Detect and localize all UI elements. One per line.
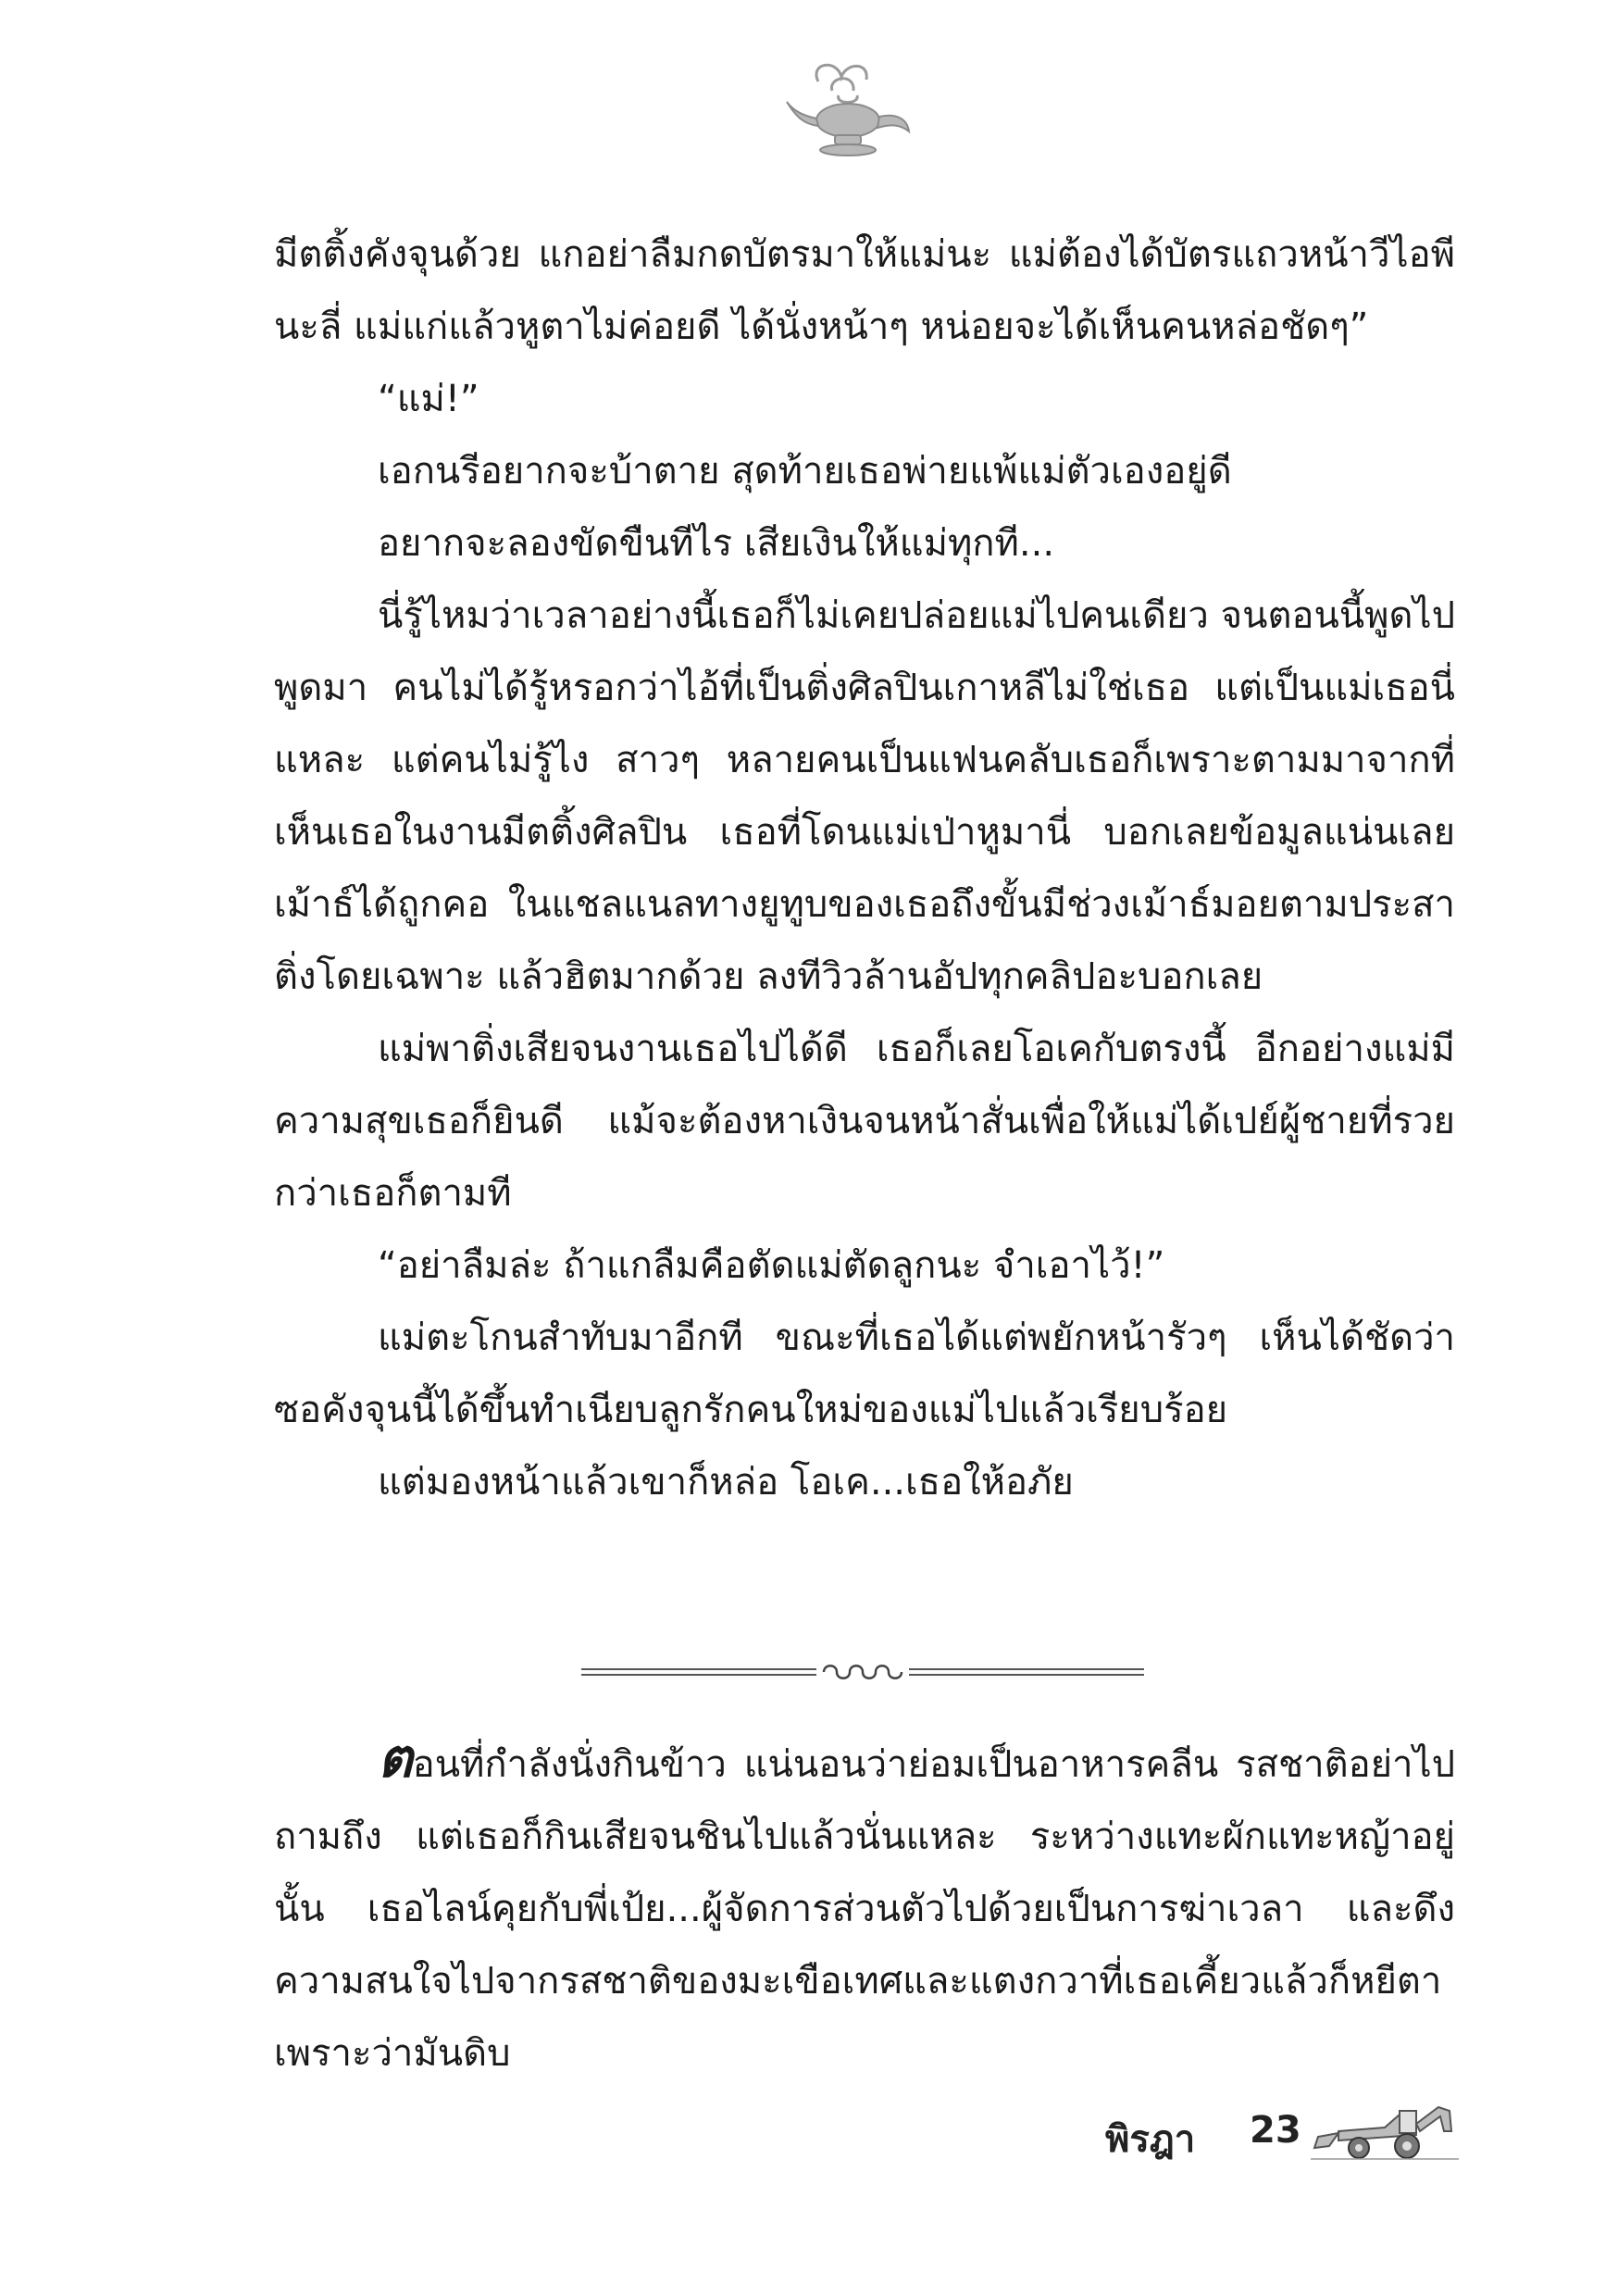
paragraph: เอกนรีอยากจะบ้าตาย สุดท้ายเธอพ่ายแพ้แม่ตัวเองอยู่ดี bbox=[378, 450, 1232, 493]
paragraph: มีตติ้งคังจุนด้วย แกอย่าลืมกดบัตรมาให้แม่นะ แม่ต้องได้บัตรแถวหน้าวีไอพีนะลี่ แม่แก่แล้วหูตาไม่ค่อยดี ได้นั่งหน้าๆ หน่อยจะได้เห็นคนหล่อชัดๆ” bbox=[274, 233, 1455, 348]
page-footer bbox=[1092, 2100, 1462, 2165]
backhoe-icon bbox=[1311, 2100, 1459, 2165]
paragraph-text: อนที่กำลังนั่งกินข้าว แน่นอนว่าย่อมเป็นอาหารคลีน รสชาติอย่าไปถามถึง แต่เธอก็กินเสียจนชินไปแล้วนั่นแหละ ระหว่างแทะผักแทะหญ้าอยู่นั้น เธอไลน์คุยกับพี่เป้ย...ผู้จัดการส่วนตัวไปด้วยเป็นการฆ่าเวลา และดึงความสนใจไปจากรสชาติของมะเขือเทศและแตงกวาที่เธอเคี้ยวแล้วก็หยีตาเพราะว่ามันดิบ bbox=[274, 1743, 1455, 2075]
paragraph: “อย่าลืมล่ะ ถ้าแกลืมคือตัดแม่ตัดลูกนะ จำเอาไว้!” bbox=[378, 1244, 1165, 1287]
paragraph: “แม่!” bbox=[378, 378, 479, 420]
section-two bbox=[274, 1722, 1455, 2090]
scroll-divider bbox=[581, 1658, 1144, 1686]
paragraph: แม่ตะโกนสำทับมาอีกที ขณะที่เธอได้แต่พยักหน้ารัวๆ เห็นได้ชัดว่าซอคังจุนนี้ได้ขึ้นทำเนียบลูกรักคนใหม่ของแม่ไปแล้วเรียบร้อย bbox=[274, 1316, 1455, 1431]
paragraph: แม่พาติ่งเสียจนงานเธอไปได้ดี เธอก็เลยโอเคกับตรงนี้ อีกอย่างแม่มีความสุขเธอก็ยินดี แม้จะต้องหาเงินจนหน้าสั่นเพื่อให้แม่ได้เปย์ผู้ชายที่รวยกว่าเธอก็ตามที bbox=[274, 1028, 1455, 1215]
body-text bbox=[274, 218, 1455, 1518]
paragraph: แต่มองหน้าแล้วเขาก็หล่อ โอเค...เธอให้อภัย bbox=[378, 1461, 1074, 1504]
drop-cap: ต bbox=[378, 1727, 413, 1790]
paragraph: อยากจะลองขัดขืนทีไร เสียเงินให้แม่ทุกที... bbox=[378, 522, 1055, 565]
author-name: พิรฎา bbox=[1105, 2118, 1196, 2161]
paragraph: นี่รู้ไหมว่าเวลาอย่างนี้เธอก็ไม่เคยปล่อยแม่ไปคนเดียว จนตอนนี้พูดไปพูดมา คนไม่ได้รู้หรอกว่าไอ้ที่เป็นติ่งศิลปินเกาหลีไม่ใช่เธอ แต่เป็นแม่เธอนี่แหละ แต่คนไม่รู้ไง สาวๆ หลายคนเป็นแฟนคลับเธอก็เพราะตามมาจากที่เห็นเธอในงานมีตติ้งศิลปิน เธอที่โดนแม่เป่าหูมานี่ บอกเลยข้อมูลแน่นเลยเม้าธ์ได้ถูกคอ ในแชลแนลทางยูทูบของเธอถึงขั้นมีช่วงเม้าธ์มอยตามประสาติ่งโดยเฉพาะ แล้วฮิตมากด้วย ลงทีวิวล้านอัปทุกคลิปอะบอกเลย bbox=[274, 594, 1455, 998]
genie-lamp-icon bbox=[781, 54, 920, 165]
page-number: 23 bbox=[1250, 2109, 1301, 2152]
paragraph bbox=[274, 1722, 1455, 2090]
